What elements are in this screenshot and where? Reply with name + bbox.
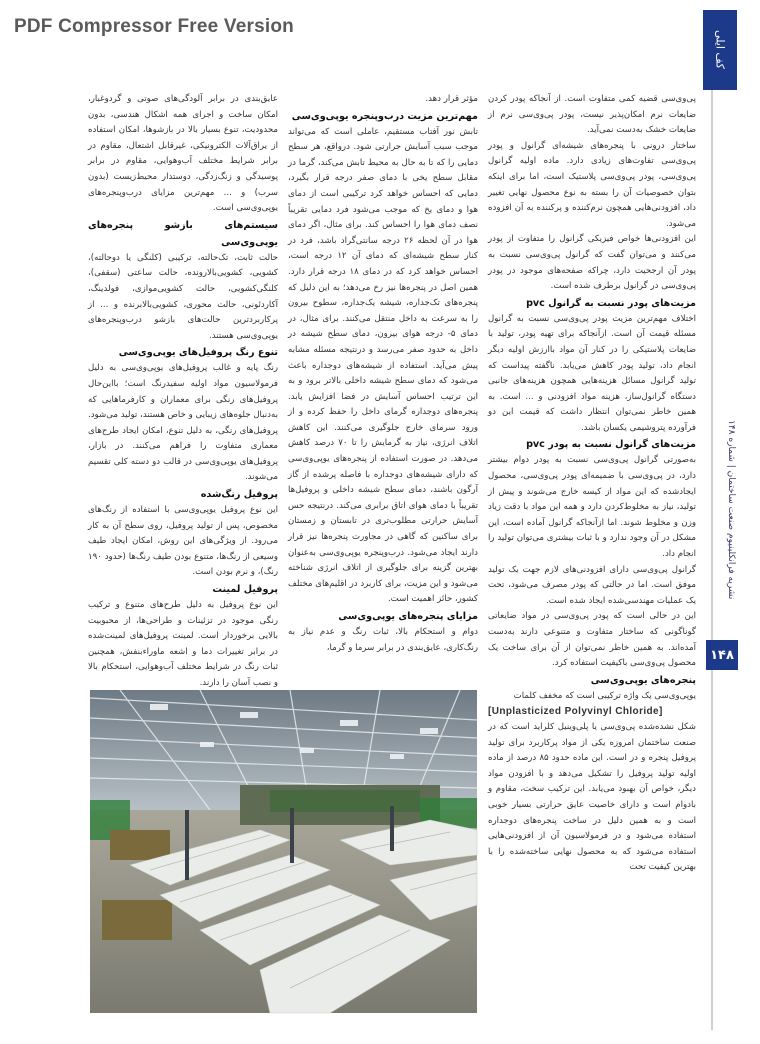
section-heading: پنجره‌های یوپی‌وی‌سی (590, 674, 696, 686)
page-number: ۱۴۸ (706, 640, 738, 670)
section-tab-label: کف ایلی (713, 30, 727, 70)
paragraph: این نوع پروفیل یوپی‌وی‌سی با استفاده از رنگ‌های مخصوص، پس از تولید پروفیل، روی سطح آن به کار می‌رود. از ویژگی‌های این روش، امکان ایجاد طیف وسیعی از رنگ‌ها، متنوع بودن طیف رنگ‌ها (حدود ۱۹۰ رنگ)، و نرم بودن است. (88, 505, 278, 578)
paragraph: این افزودنی‌ها خواص فیزیکی گرانول را متفاوت از پودر می‌کنند و می‌توان گفت که گرانول پی‌وی‌سی نسبت به پودر آن ارجحیت دارد، چراکه صفحه‌های موجود در پودر پی‌وی‌سی در گرانول برطرف شده است. (488, 234, 696, 292)
middle-column (288, 92, 478, 692)
section-heading: مزیت‌های گرانول نسبت به پودر pvc (526, 439, 696, 451)
paragraph: این نوع پروفیل به دلیل طرح‌های متنوع و ترکیب رنگی موجود در تزئینات و طراحی‌ها، از محبوبیت بالایی برخوردار است. لمینت پروفیل‌های لمینت‌شده در برابر تغییرات دما و اشعه ماوراءبنفش، همچنین ثبات رنگ در شرایط مختلف آب‌وهوایی، استحکام بالا و نصب آسان را دارند. (88, 600, 278, 688)
section-heading: مزیت‌های پودر نسبت به گرانول pvc (526, 297, 696, 309)
running-header: نشریه فرانکلینیوم صنعت ساختمان | شماره ۱۴۸ (726, 420, 736, 600)
paragraph: دوام و استحکام بالا، ثبات رنگ و عدم نیاز به رنگ‌کاری، عایق‌بندی در برابر سرما و گرما، (288, 627, 478, 653)
paragraph: به‌صورتی گرانول پی‌وی‌سی نسبت به پودر دوام بیشتر دارد، در پی‌وی‌سی با ضمیمه‌ای پودر پی‌وی‌سی، محصول ایجادشده که این مواد از کیسه خارج می‌شوند و پیش از تولید، نیاز به مخلوط‌کردن دارد و همه این مواد با دقت زیاد وزن و مخلوط شوند. اما ازآنجاکه گرانول آماده است، این مشکل در آن وجود ندارد و با ثبات بیشتری می‌توان تولید را انجام داد. (488, 455, 696, 560)
side-rule (711, 90, 713, 1030)
paragraph: شکل نشده‌شده پی‌وی‌سی یا پلی‌وینیل کلراید است که در صنعت ساختمان امروزه یکی از مواد پرکاربرد برای تولید پروفیل پنجره و در است. این ماده حدود ۸۵ درصد از ماده اولیه تولید پروفیل را تشکیل می‌دهد و با افزودن مواد دیگر، خواص آن بهبود می‌یابد. این ترکیب سخت، مقاوم و بادوام است و دارای خاصیت عایق حرارتی بسیار خوبی است و به همین دلیل در ساخت پنجره‌های دوجداره استفاده می‌شود و در فرمولاسیون آن از افزودنی‌هایی استفاده می‌شود که به محصول نهایی ساخته‌شده را با بهترین کیفیت تحت (488, 721, 696, 873)
section-heading: مهم‌ترین مزیت درب‌وپنجره یوپی‌وی‌سی (291, 110, 478, 122)
factory-photo (90, 690, 477, 1013)
section-heading: سیستم‌های بازشو پنجره‌های یوپی‌وی‌سی (88, 219, 278, 248)
section-heading: تنوع رنگ پروفیل‌های یوپی‌وی‌سی (118, 347, 278, 359)
paragraph: تابش نور آفتاب مستقیم، عاملی است که می‌تواند موجب سبب آسایش حرارتی شود. درواقع، هر سطح دمایی را که تا به حال به محیط تابش می‌کند، گرما در مقابل سطح یخی با دمای صفر درجه قرار بگیرد، دمایی که احساس خواهد کرد ترکیبی است از دمای هوا و دمای یخ که موجب می‌شود فرد دمایی تقریباً نصف دمای هوا را احساس کند. برای مثال، اگر دمای هوا در آن لحظه ۲۶ درجه سانتی‌گراد باشد، فرد در کنار سطح شیشه‌ای که دمای آن ۱۲ درجه است، احساس خواهد کرد که در دمای ۱۸ درجه قرار دارد. همین اصل در پنجره‌ها نیز رخ می‌دهد؛ به این دلیل که پنجره‌های تک‌جداره، شیشه یک‌جداره، سطوح بیرون را به سرعت به داخل منتقل می‌کنند. برای مثال، در دمای ۵- درجه هوای بیرون، دمای سطح شیشه در داخل به حدود صفر می‌رسد و درنتیجه مسئله مشابه پیش می‌آید. استفاده از شیشه‌های دوجداره باعث می‌شود که دمای سطح شیشه داخلی بالاتر برود و به این ترتیب احساس آسایش در فضا افزایش یابد. پنجره‌های دوجداره گرمای داخل را حفظ کرده و از ورود سرمای خارج جلوگیری می‌کنند. این کاهش اتلاف انرژی، نیاز به گرمایش را تا ۷۰ درصد کاهش می‌دهد. در صورت استفاده از پنجره‌های یوپی‌وی‌سی که دارای شیشه‌های دوجداره با فاصله پرشده از گاز آرگون باشند، دمای سطح شیشه داخلی و پروفیل‌ها تقریباً با دمای هوای اتاق برابری می‌کند. درنتیجه حس آسایش حرارتی مطلوب‌تری در تابستان و زمستان برای ساکنین که گاهی در مجاورت پنجره‌ها نیز قرار دارند ایجاد می‌شود. درب‌وپنجره یوپی‌وی‌سی به‌عنوان بهترین گزینه برای جلوگیری از اتلاف انرژی شناخته می‌شود و این مزیت، برای کاربرد در اقلیم‌های مختلف کشور، حائز اهمیت است. (288, 126, 479, 605)
paragraph: رنگ پایه و غالب پروفیل‌های یوپی‌وی‌سی به دلیل فرمولاسیون مواد اولیه سفیدرنگ است؛ بااین‌حال پروفیل‌های رنگی برای معماران و کارفرماهایی که به‌دنبال جلوه‌های زیبایی و خاص هستند، تولید می‌شود. پروفیل‌های رنگی، به دلیل تنوع، امکان ایجاد طرح‌های معماری متفاوت را فراهم می‌کنند. در بازار، پروفیل‌های یوپی‌وی‌سی در قالب دو دسته کلی تقسیم می‌شوند. (88, 363, 278, 483)
paragraph: پی‌وی‌سی قضیه کمی متفاوت است. از آنجاکه پودر کردن ضایعات نرم امکان‌پذیر نیست، پودر پی‌وی‌سی نرم از ضایعات خشک به‌دست نمی‌آید. (488, 94, 696, 136)
paragraph: ساختار درونی با پنجره‌های شیشه‌ای گرانول و پودر پی‌وی‌سی تفاوت‌های زیادی دارد. ماده اولیه گرانول پی‌وی‌سی، پودر پی‌وی‌سی پلاستیک است، اما برای اینکه بتوان خصوصیات آن را بسته به نوع محصول نهایی تغییر داد، افزودنی‌هایی همچون نرم‌کننده و پرکننده به آن افزوده می‌شود. (488, 140, 696, 229)
paragraph: این در حالی است که پودر پی‌وی‌سی در مواد ضایعاتی گوناگونی که ساختار متفاوت و متنوعی دارند به‌دست آمده‌اند. به همین خاطر نمی‌توان از آن برای ساخت یک محصول پی‌وی‌سی باکیفیت استفاده کرد. (488, 611, 696, 669)
section-tab (703, 10, 737, 90)
paragraph: حالت ثابت، تک‌حالته، ترکیبی (کلنگی یا دوحالته)، کشویی، کشویی‌بالارونده، حالت ساعتی (سقفی)، کلنگی‌کشویی، حالت کشویی‌موازی، فولدینگ، آکاردئونی، حالت محوری، کشویی‌بالابرنده و ... از پرکاربردترین حالت‌های بازشو درب‌وپنجره‌های یوپی‌وی‌سی هستند. (88, 252, 278, 341)
watermark: PDF Compressor Free Version (14, 16, 294, 37)
right-column (488, 92, 696, 998)
section-heading: پروفیل لمینت (212, 584, 278, 596)
paragraph: عایق‌بندی در برابر آلودگی‌های صوتی و گردوغبار، امکان ساخت و اجرای همه اشکال هندسی، بدون محدودیت، تنوع بسیار بالا در بازشوها، امکان استفاده از یراق‌آلات الکترونیکی، غیرقابل اشتعال، مقاوم در برابر شرایط مختلف آب‌وهوایی، مقاوم در برابر پوسیدگی و زنگ‌زدگی، دوستدار محیط‌زیست (بدون سرب) و ... مهم‌ترین مزایای درب‌وپنجره‌های یوپی‌وی‌سی است. (88, 94, 278, 214)
paragraph: مؤثر قرار دهد. (425, 94, 478, 104)
section-heading: پروفیل رنگ‌شده (200, 489, 278, 501)
left-column (88, 92, 278, 688)
paragraph: اختلاف مهم‌ترین مزیت پودر پی‌وی‌سی نسبت به گرانول مسئله قیمت آن است. ازآنجاکه برای تهیه پودر، تولید با ضایعات پلاستیکی را در کنار آن مواد باارزش اولیه دیگر انجام داد، تولید پودر کاهش می‌یابد. ناگفته پیداست که تولید گرانول مسائل هزینه‌هایی همچون هزینه‌های جانبی دستگاه گرانول‌ساز، هزینه مواد افزودنی و ... است. به همین خاطر نمی‌توان انتظار داشت که قیمت این دو فرآورده پتروشیمی یکسان باشد. (488, 313, 696, 433)
paragraph: یوپی‌وی‌سی یک واژه ترکیبی است که مخفف کلمات (513, 690, 696, 701)
paragraph: گرانول پی‌وی‌سی دارای افزودنی‌های لازم جهت یک تولید موفق است. اما در حالتی که پودر مصرف می‌شود، تحت یک عملیات مهندسی‌شده ایجاد شده است. (488, 564, 696, 606)
section-heading: مزایای پنجره‌های یوپی‌وی‌سی (338, 611, 478, 622)
latin-term: [Unplasticized Polyvinyl Chloride] (488, 706, 663, 718)
